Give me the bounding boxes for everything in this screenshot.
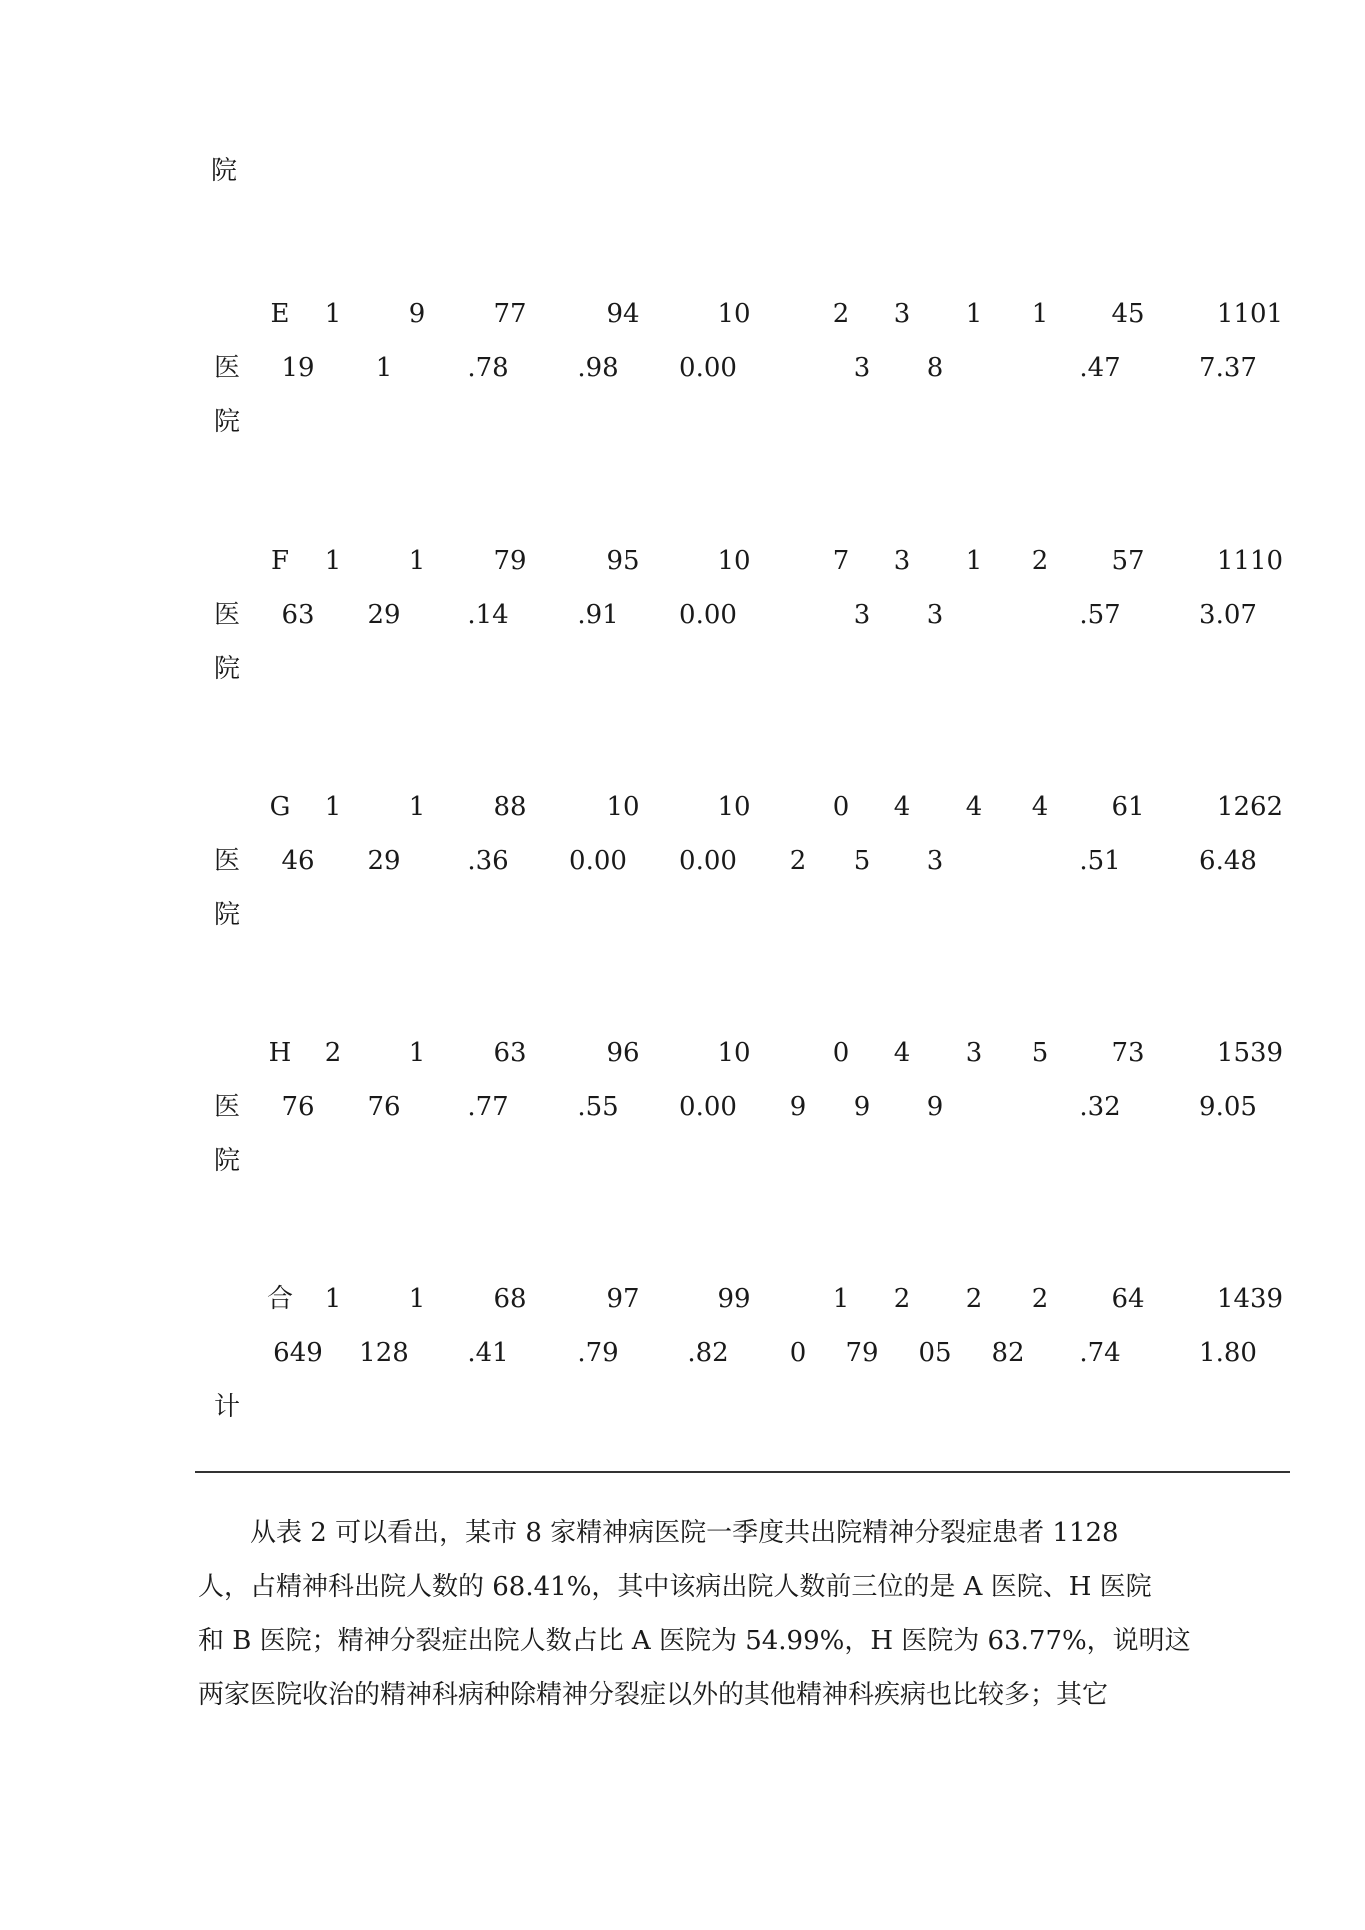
table-cell: 3 bbox=[926, 846, 944, 876]
table-cell: 79 bbox=[493, 546, 527, 576]
table-cell: 10 bbox=[606, 792, 640, 822]
table-cell: .14 bbox=[467, 600, 509, 630]
table-cell: 1.80 bbox=[1199, 1338, 1257, 1368]
table-cell: 2 bbox=[1031, 1284, 1049, 1314]
row-label-part: 医 bbox=[213, 600, 240, 630]
table-cell: .47 bbox=[1079, 353, 1121, 383]
table-cell: 1 bbox=[408, 1284, 426, 1314]
table-cell: 1 bbox=[324, 1284, 342, 1314]
table-cell: 4 bbox=[965, 792, 983, 822]
table-cell: 1439 bbox=[1216, 1284, 1284, 1314]
row-label-part: 院 bbox=[213, 900, 240, 930]
table-cell: 3 bbox=[893, 299, 911, 329]
table-cell: 3 bbox=[853, 353, 871, 383]
table-cell: .77 bbox=[467, 1092, 509, 1122]
table-cell: 76 bbox=[281, 1092, 315, 1122]
table-cell: 5 bbox=[1031, 1038, 1049, 1068]
table-cell: 2 bbox=[324, 1038, 342, 1068]
table-cell: 05 bbox=[918, 1338, 952, 1368]
table-cell: 1 bbox=[965, 546, 983, 576]
row-label-part: 计 bbox=[213, 1392, 240, 1422]
table-cell: 0.00 bbox=[679, 353, 737, 383]
table-cell: 64 bbox=[1111, 1284, 1145, 1314]
table-cell: 6.48 bbox=[1199, 846, 1257, 876]
table-cell: 2 bbox=[893, 1284, 911, 1314]
table-cell: 96 bbox=[606, 1038, 640, 1068]
row-label-part: E bbox=[270, 299, 290, 329]
table-cell: 9.05 bbox=[1199, 1092, 1257, 1122]
table-cell: 10 bbox=[717, 1038, 751, 1068]
table-cell: 99 bbox=[717, 1284, 751, 1314]
table-cell: 2 bbox=[965, 1284, 983, 1314]
table-cell: 8 bbox=[926, 353, 944, 383]
paragraph-line: 两家医院收治的精神科病种除精神分裂症以外的其他精神科疾病也比较多；其它 bbox=[198, 1680, 1109, 1710]
table-cell: 7 bbox=[832, 546, 850, 576]
table-cell: 9 bbox=[853, 1092, 871, 1122]
table-cell: 3.07 bbox=[1199, 600, 1257, 630]
row-label-part: 院 bbox=[213, 407, 240, 437]
table-cell: 1 bbox=[324, 299, 342, 329]
table-cell: 1 bbox=[1031, 299, 1049, 329]
row-label-part: 医 bbox=[213, 1092, 240, 1122]
table-cell: 1539 bbox=[1216, 1038, 1284, 1068]
table-cell: 46 bbox=[281, 846, 315, 876]
row-label-part: G bbox=[269, 792, 291, 822]
row-label-part: H bbox=[268, 1038, 292, 1068]
table-cell: .78 bbox=[467, 353, 509, 383]
table-cell: 1 bbox=[832, 1284, 850, 1314]
table-cell: 45 bbox=[1111, 299, 1145, 329]
table-cell: 1 bbox=[375, 353, 393, 383]
row-label-part: 院 bbox=[213, 1146, 240, 1176]
table-cell: 3 bbox=[893, 546, 911, 576]
table-cell: 0 bbox=[789, 1338, 807, 1368]
table-cell: 9 bbox=[789, 1092, 807, 1122]
table-cell: .79 bbox=[577, 1338, 619, 1368]
table-cell: 1 bbox=[408, 792, 426, 822]
row-label-part: 医 bbox=[213, 846, 240, 876]
table-cell: 61 bbox=[1111, 792, 1145, 822]
table-cell: 5 bbox=[853, 846, 871, 876]
row-label-part: F bbox=[270, 546, 290, 576]
table-cell: 57 bbox=[1111, 546, 1145, 576]
table-cell: 4 bbox=[1031, 792, 1049, 822]
row-label-part: 院 bbox=[213, 654, 240, 684]
table-cell: 10 bbox=[717, 546, 751, 576]
table-cell: 0.00 bbox=[679, 846, 737, 876]
table-cell: 9 bbox=[926, 1092, 944, 1122]
table-cell: 29 bbox=[367, 846, 401, 876]
table-cell: 1 bbox=[324, 546, 342, 576]
table-cell: 3 bbox=[926, 600, 944, 630]
table-cell: 0.00 bbox=[679, 600, 737, 630]
table-cell: 1101 bbox=[1216, 299, 1284, 329]
table-cell: .36 bbox=[467, 846, 509, 876]
table-cell: 3 bbox=[853, 600, 871, 630]
table-cell: 94 bbox=[606, 299, 640, 329]
table-cell: .98 bbox=[577, 353, 619, 383]
table-cell: 77 bbox=[493, 299, 527, 329]
table-cell: 63 bbox=[493, 1038, 527, 1068]
table-cell: .82 bbox=[687, 1338, 729, 1368]
table-cell: 128 bbox=[359, 1338, 409, 1368]
table-cell: 73 bbox=[1111, 1038, 1145, 1068]
table-cell: 1 bbox=[408, 546, 426, 576]
table-cell: 88 bbox=[493, 792, 527, 822]
table-cell: 2 bbox=[789, 846, 807, 876]
table-bottom-rule bbox=[195, 1471, 1290, 1473]
table-cell: 4 bbox=[893, 1038, 911, 1068]
table-cell: 68 bbox=[493, 1284, 527, 1314]
table-cell: 0 bbox=[832, 792, 850, 822]
table-cell: 97 bbox=[606, 1284, 640, 1314]
table-cell: 2 bbox=[1031, 546, 1049, 576]
table-cell: 1110 bbox=[1216, 546, 1284, 576]
table-cell: .51 bbox=[1079, 846, 1121, 876]
table-cell: 76 bbox=[367, 1092, 401, 1122]
table-cell: .91 bbox=[577, 600, 619, 630]
table-cell: 9 bbox=[408, 299, 426, 329]
row-label-part: 医 bbox=[213, 353, 240, 383]
table-cell: 10 bbox=[717, 792, 751, 822]
table-cell: .32 bbox=[1079, 1092, 1121, 1122]
table-cell: 2 bbox=[832, 299, 850, 329]
row-label-fragment: 院 bbox=[211, 156, 238, 186]
table-cell: 82 bbox=[991, 1338, 1025, 1368]
table-cell: 649 bbox=[273, 1338, 323, 1368]
table-cell: 79 bbox=[845, 1338, 879, 1368]
table-cell: 3 bbox=[965, 1038, 983, 1068]
table-cell: 63 bbox=[281, 600, 315, 630]
table-cell: .57 bbox=[1079, 600, 1121, 630]
table-cell: 0.00 bbox=[569, 846, 627, 876]
table-cell: 1 bbox=[408, 1038, 426, 1068]
paragraph-line: 人，占精神科出院人数的 68.41%，其中该病出院人数前三位的是 A 医院、H 医院 bbox=[198, 1572, 1152, 1602]
table-cell: 4 bbox=[893, 792, 911, 822]
paragraph-line: 和 B 医院；精神分裂症出院人数占比 A 医院为 54.99%，H 医院为 63.77%，说明这 bbox=[198, 1626, 1191, 1656]
table-cell: .55 bbox=[577, 1092, 619, 1122]
table-cell: 0.00 bbox=[679, 1092, 737, 1122]
table-cell: 1262 bbox=[1216, 792, 1284, 822]
table-cell: 10 bbox=[717, 299, 751, 329]
table-cell: 1 bbox=[324, 792, 342, 822]
table-cell: .74 bbox=[1079, 1338, 1121, 1368]
table-cell: 0 bbox=[832, 1038, 850, 1068]
table-cell: 1 bbox=[965, 299, 983, 329]
table-cell: .41 bbox=[467, 1338, 509, 1368]
table-cell: 95 bbox=[606, 546, 640, 576]
row-label-part: 合 bbox=[266, 1284, 293, 1314]
table-cell: 7.37 bbox=[1199, 353, 1257, 383]
table-cell: 29 bbox=[367, 600, 401, 630]
table-cell: 19 bbox=[281, 353, 315, 383]
paragraph-line: 从表 2 可以看出，某市 8 家精神病医院一季度共出院精神分裂症患者 1128 bbox=[250, 1518, 1119, 1548]
